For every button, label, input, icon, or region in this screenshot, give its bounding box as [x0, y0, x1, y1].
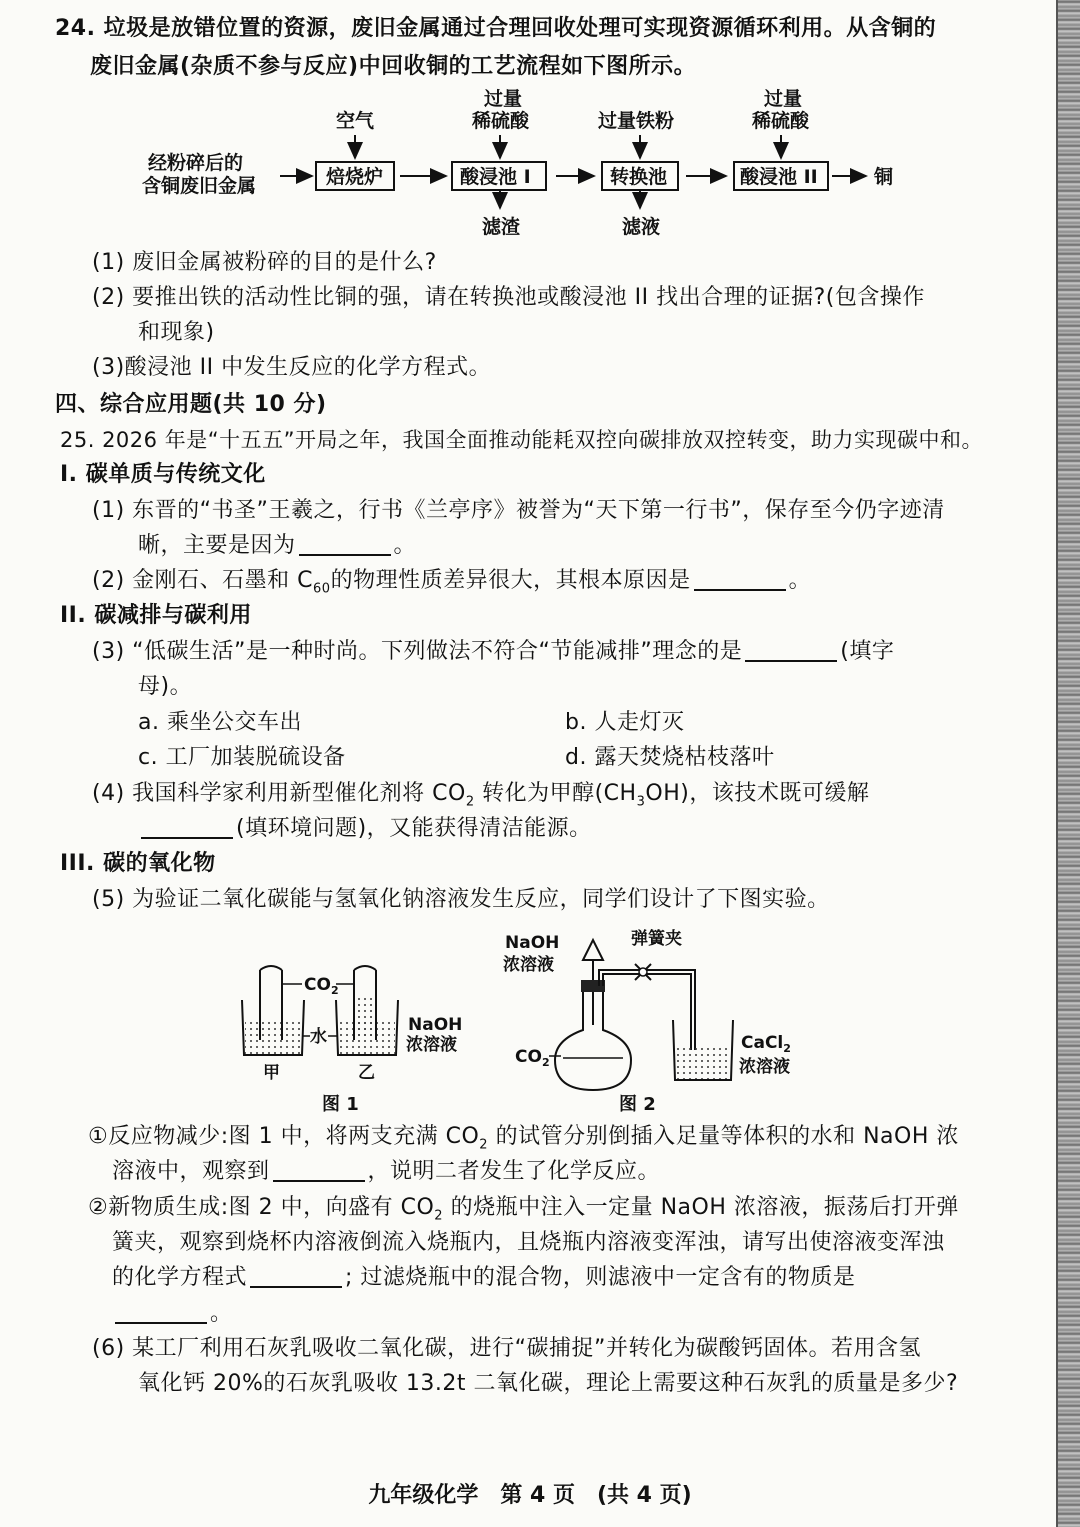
q25-c2-sub: 2	[434, 1208, 444, 1224]
fig2-caption: 图 2	[619, 1094, 656, 1115]
answer-blank[interactable]	[115, 1300, 207, 1324]
q25-c2-text2: 的烧瓶中注入一定量 NaOH 浓溶液，振荡后打开弹	[443, 1195, 959, 1220]
option-a: a. 乘坐公交车出	[138, 710, 302, 735]
flow-acid2-in-line2: 稀硫酸	[752, 110, 810, 132]
option-b: b. 人走灯灭	[565, 710, 685, 735]
flow-start-line1: 经粉碎后的	[148, 152, 244, 174]
flow-box-converter-label: 转换池	[610, 166, 668, 188]
q25-part1-title: I. 碳单质与传统文化	[60, 462, 266, 487]
fig1-jia-label: 甲	[263, 1063, 280, 1083]
scanner-edge-strip	[1056, 0, 1080, 1527]
flow-filtrate-label: 滤液	[622, 216, 661, 238]
flow-acid1-in-line2: 稀硫酸	[472, 110, 530, 132]
q25-s3-text2: (填字	[840, 639, 895, 664]
option-d: d. 露天焚烧枯枝落叶	[565, 745, 775, 770]
q25-s4-sub1: 2	[465, 794, 475, 810]
q25-c2-text3: 的化学方程式	[112, 1265, 248, 1290]
q24-sub2-line2: 和现象)	[138, 320, 215, 345]
fig2-cacl2-label: CaCl$_2$	[741, 1033, 791, 1055]
q25-c1-text3: 溶液中，观察到	[112, 1159, 270, 1184]
section-heading: 四、综合应用题(共 10 分)	[55, 392, 327, 417]
q25-c1-text: ①反应物减少:图 1 中，将两支充满 CO	[88, 1124, 480, 1149]
q25-c1-line2	[112, 1157, 660, 1187]
q24-line1: 24. 垃圾是放错位置的资源，废旧金属通过合理回收处理可实现资源循环利用。从含铜的	[55, 16, 937, 41]
q25-intro: 25. 2026 年是“十五五”开局之年，我国全面推动能耗双控向碳排放双控转变，助力实现碳中和。	[60, 428, 983, 452]
option-c: c. 工厂加装脱硫设备	[138, 745, 346, 770]
page-footer: 九年级化学 第 4 页 (共 4 页)	[368, 1483, 692, 1508]
q24-line2: 废旧金属(杂质不参与反应)中回收铜的工艺流程如下图所示。	[90, 54, 697, 79]
q25-s2	[92, 566, 811, 604]
figure-1-test-tubes	[230, 960, 490, 1120]
q25-s5: (5) 为验证二氧化碳能与氢氧化钠溶液发生反应，同学们设计了下图实验。	[92, 887, 830, 912]
q25-c2-end: 。	[210, 1301, 233, 1326]
q25-s3-text: (3) “低碳生活”是一种时尚。下列做法不符合“节能减排”理念的是	[92, 639, 743, 664]
q25-s4-text4: (填环境问题)，又能获得清洁能源。	[236, 816, 592, 841]
process-flow-diagram	[0, 85, 1060, 245]
answer-blank[interactable]	[273, 1158, 365, 1182]
fig1-co2-label: $CO_2$	[304, 975, 339, 997]
fig1-yi-label: 乙	[358, 1063, 375, 1083]
q25-c1-text2: 的试管分别倒插入足量等体积的水和 NaOH 浓	[488, 1124, 959, 1149]
q25-c1-line1	[88, 1122, 959, 1160]
answer-blank[interactable]	[250, 1264, 342, 1288]
flow-iron-label: 过量铁粉	[598, 110, 675, 132]
q25-s6-line2: 氧化钙 20%的石灰乳吸收 13.2t 二氧化碳，理论上需要这种石灰乳的质量是多少?	[138, 1371, 959, 1396]
flow-box-furnace-label: 焙烧炉	[326, 166, 384, 188]
q25-s4-text3: OH)，该技术既可缓解	[645, 781, 870, 806]
q25-s1-text: 晰，主要是因为	[138, 533, 296, 558]
q25-c2-line3	[112, 1263, 855, 1293]
fig2-cacl2-line2: 浓溶液	[739, 1057, 790, 1077]
fig2-naoh-line2: 浓溶液	[503, 955, 554, 975]
fig2-naoh-line1: NaOH	[505, 933, 560, 953]
answer-blank[interactable]	[745, 638, 837, 662]
q24-sub1: (1) 废旧金属被粉碎的目的是什么?	[92, 250, 437, 275]
q25-c2-text: ②新物质生成:图 2 中，向盛有 CO	[88, 1195, 435, 1220]
flow-start-line2: 含铜废旧金属	[142, 175, 257, 197]
q25-s4-text2: 转化为甲醇(CH	[474, 781, 637, 806]
q25-c1-text4: ，说明二者发生了化学反应。	[367, 1159, 661, 1184]
q25-s2-text: (2) 金刚石、石墨和 C	[92, 568, 314, 593]
q24-sub3: (3)酸浸池 II 中发生反应的化学方程式。	[92, 355, 492, 380]
flow-residue-label: 滤渣	[482, 216, 521, 238]
q25-s1-line2	[138, 531, 416, 561]
flow-acid2-in-line1: 过量	[764, 88, 803, 110]
q25-s3-line2: 母)。	[138, 674, 193, 699]
q25-s4-line1	[92, 779, 869, 817]
q25-c2-line2: 簧夹，观察到烧杯内溶液倒流入烧瓶内，且烧瓶内溶液变浑浊，请写出使溶液变浑浊	[112, 1230, 945, 1255]
q25-s4-sub2: 3	[636, 794, 646, 810]
fig2-co2-label: $CO_2$	[515, 1047, 550, 1069]
q25-c2-line4	[112, 1299, 233, 1329]
q25-s1-line1: (1) 东晋的“书圣”王羲之，行书《兰亭序》被誉为“天下第一行书”，保存至今仍字迹清	[92, 498, 945, 523]
fig1-water-label: 水	[310, 1027, 327, 1047]
q25-c2-line1	[88, 1193, 959, 1231]
q25-c2-text4: ; 过滤烧瓶中的混合物，则滤液中一定含有的物质是	[345, 1265, 856, 1290]
fig1-naoh-line2: 浓溶液	[406, 1035, 457, 1055]
q25-s2-text2: 的物理性质差异很大，其根本原因是	[330, 568, 691, 593]
q25-s2-subscript: 60	[313, 581, 331, 597]
fig1-caption: 图 1	[322, 1094, 359, 1115]
flow-acid1-in-line1: 过量	[484, 88, 523, 110]
q24-sub2-line1: (2) 要推出铁的活动性比铜的强，请在转换池或酸浸池 II 找出合理的证据?(包含操作	[92, 285, 925, 310]
answer-blank[interactable]	[141, 815, 233, 839]
q25-s2-end: 。	[788, 568, 812, 593]
answer-blank[interactable]	[299, 532, 391, 556]
flow-box-acid1-label: 酸浸池 I	[460, 166, 531, 188]
figure-2-apparatus	[495, 920, 825, 1120]
q25-part3-title: III. 碳的氧化物	[60, 851, 216, 876]
q25-c1-sub: 2	[479, 1137, 489, 1153]
q25-s3-line1	[92, 637, 894, 667]
q25-s1-end: 。	[393, 533, 417, 558]
q25-s4-text: (4) 我国科学家利用新型催化剂将 CO	[92, 781, 466, 806]
q25-s4-line2	[138, 814, 592, 844]
q25-s6-line1: (6) 某工厂利用石灰乳吸收二氧化碳，进行“碳捕捉”并转化为碳酸钙固体。若用含氢	[92, 1336, 921, 1361]
fig2-clamp-label: 弹簧夹	[631, 929, 682, 949]
q25-part2-title: II. 碳减排与碳利用	[60, 603, 252, 628]
flow-air-label: 空气	[336, 110, 375, 132]
answer-blank[interactable]	[694, 567, 786, 591]
flow-end-label: 铜	[874, 166, 894, 188]
fig1-naoh-line1: NaOH	[408, 1015, 463, 1035]
flow-box-acid2-label: 酸浸池 II	[740, 166, 818, 188]
